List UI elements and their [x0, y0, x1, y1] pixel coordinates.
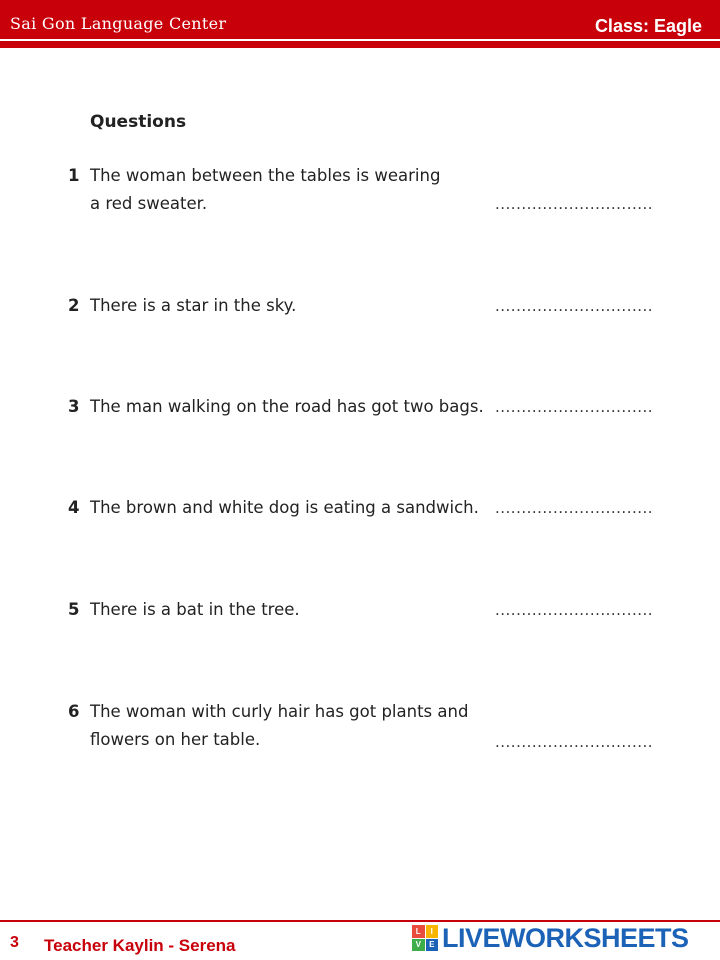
- question-line: The woman between the tables is wearing: [90, 166, 441, 185]
- question-text: [90, 698, 490, 754]
- class-label: Class: Eagle: [594, 16, 702, 36]
- question-line: a red sweater.: [90, 194, 208, 213]
- question-text: [90, 494, 500, 522]
- page-number: 3: [10, 934, 19, 951]
- question-text: [90, 596, 470, 624]
- question-number: 1: [68, 166, 80, 185]
- question-line: flowers on her table.: [90, 730, 261, 749]
- answer-blank[interactable]: ..............................: [495, 398, 654, 416]
- answer-blank[interactable]: ..............................: [495, 733, 654, 751]
- answer-blank[interactable]: ..............................: [495, 499, 654, 517]
- header-rule: [0, 39, 720, 41]
- question-line: The brown and white dog is eating a sandwich.: [90, 498, 479, 517]
- logo-letter-l: L: [412, 925, 425, 938]
- question-number: 6: [68, 702, 80, 721]
- question-line: There is a bat in the tree.: [90, 600, 300, 619]
- center-name: Sai Gon Language Center: [10, 14, 227, 33]
- question-number: 3: [68, 397, 80, 416]
- question-number: 5: [68, 600, 80, 619]
- question-number: 2: [68, 296, 80, 315]
- question-text: [90, 393, 500, 421]
- logo-letter-i: I: [426, 925, 439, 938]
- logo-wordmark: LIVEWORKSHEETS: [442, 922, 689, 953]
- question-line: The woman with curly hair has got plants and: [90, 702, 469, 721]
- logo-grid-icon: [412, 925, 438, 951]
- answer-blank[interactable]: ..............................: [495, 297, 654, 315]
- answer-blank[interactable]: ..............................: [495, 601, 654, 619]
- logo-letter-v: V: [412, 939, 425, 952]
- question-number: 4: [68, 498, 80, 517]
- question-text: [90, 162, 470, 218]
- question-text: [90, 292, 470, 320]
- answer-blank[interactable]: ..............................: [495, 195, 654, 213]
- liveworksheets-logo: [412, 922, 689, 954]
- header-bar: [0, 0, 720, 48]
- question-line: The man walking on the road has got two bags.: [90, 397, 484, 416]
- logo-letter-e: E: [426, 939, 439, 952]
- teacher-name: Teacher Kaylin - Serena: [44, 936, 236, 955]
- questions-title: Questions: [90, 112, 187, 132]
- question-line: There is a star in the sky.: [90, 296, 297, 315]
